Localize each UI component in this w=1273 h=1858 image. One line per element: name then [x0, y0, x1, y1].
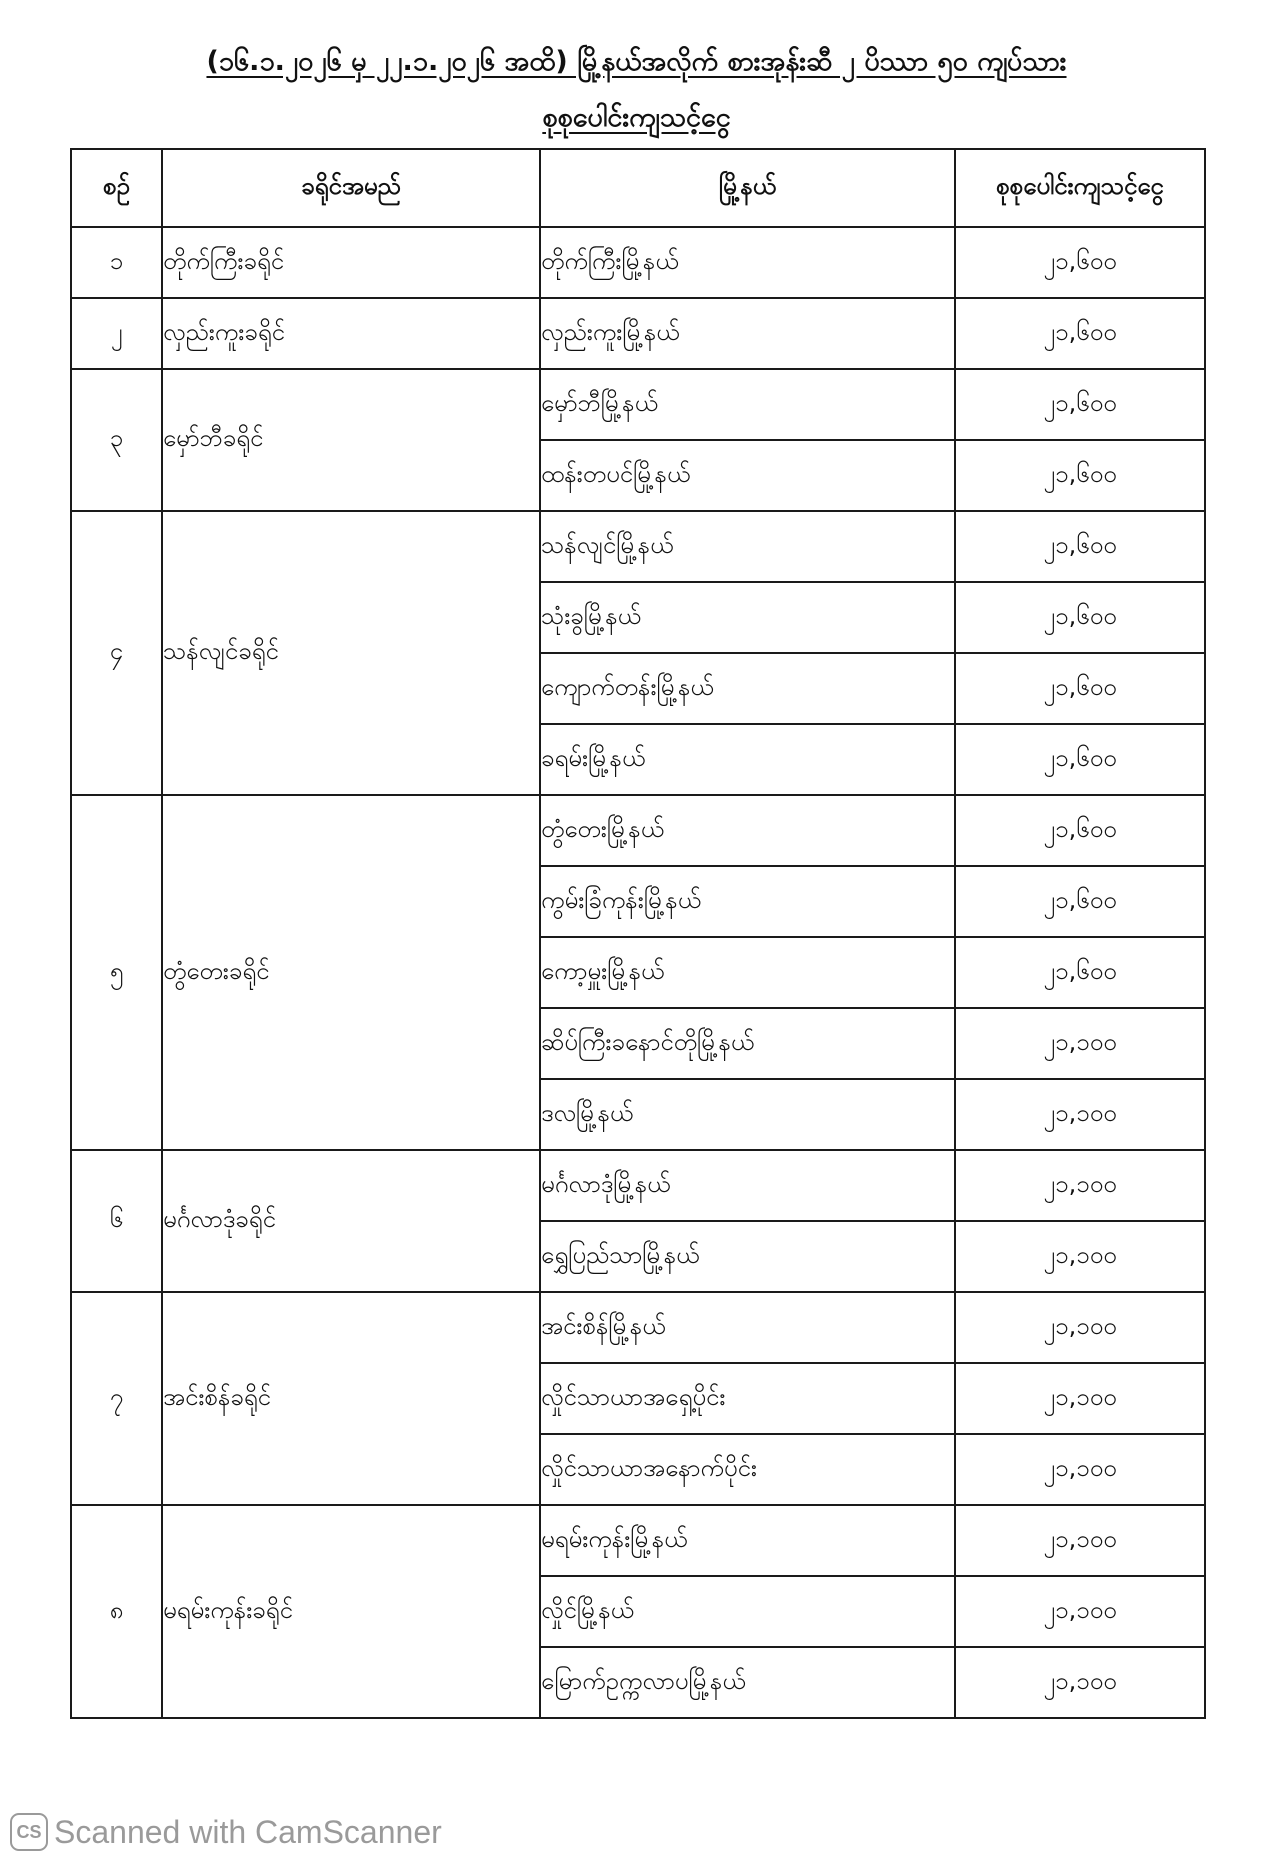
- price-value: ၂၁,၆၀၀: [955, 795, 1205, 866]
- price-value: ၂၁,၆၀၀: [955, 582, 1205, 653]
- camscanner-logo-icon: CS: [10, 1813, 48, 1851]
- table-row: [71, 1292, 1205, 1363]
- district-name: မှော်ဘီခရိုင်: [162, 369, 540, 511]
- district-name: မရမ်းကုန်းခရိုင်: [162, 1505, 540, 1718]
- header-district: ခရိုင်အမည်: [162, 149, 540, 227]
- price-value: ၂၁,၆၀၀: [955, 227, 1205, 298]
- row-number: ၅: [71, 795, 162, 1150]
- price-value: ၂၁,၆၀၀: [955, 866, 1205, 937]
- township-name: လှိုင်သာယာအရှေ့ပိုင်း: [540, 1363, 955, 1434]
- price-value: ၂၁,၆၀၀: [955, 724, 1205, 795]
- price-value: ၂၁,၁၀၀: [955, 1150, 1205, 1221]
- table-row: [71, 369, 1205, 440]
- table-body: [71, 227, 1205, 1718]
- price-value: ၂၁,၆၀၀: [955, 511, 1205, 582]
- price-value: ၂၁,၁၀၀: [955, 1647, 1205, 1718]
- district-name: သန်လျင်ခရိုင်: [162, 511, 540, 795]
- township-name: လှိုင်သာယာအနောက်ပိုင်း: [540, 1434, 955, 1505]
- price-value: ၂၁,၁၀၀: [955, 1008, 1205, 1079]
- price-value: ၂၁,၆၀၀: [955, 298, 1205, 369]
- township-name: ဒလမြို့နယ်: [540, 1079, 955, 1150]
- district-name: လှည်းကူးခရိုင်: [162, 298, 540, 369]
- township-name: ကော့မှူးမြို့နယ်: [540, 937, 955, 1008]
- price-value: ၂၁,၁၀၀: [955, 1221, 1205, 1292]
- price-value: ၂၁,၁၀၀: [955, 1079, 1205, 1150]
- header-township: မြို့နယ်: [540, 149, 955, 227]
- price-value: ၂၁,၁၀၀: [955, 1292, 1205, 1363]
- township-name: တိုက်ကြီးမြို့နယ်: [540, 227, 955, 298]
- township-name: မင်္ဂလာဒုံမြို့နယ်: [540, 1150, 955, 1221]
- row-number: ၆: [71, 1150, 162, 1292]
- price-value: ၂၁,၁၀၀: [955, 1434, 1205, 1505]
- township-name: မှော်ဘီမြို့နယ်: [540, 369, 955, 440]
- document-subtitle: စုစုပေါင်းကျသင့်ငွေ: [542, 102, 731, 133]
- table-row: [71, 795, 1205, 866]
- price-value: ၂၁,၆၀၀: [955, 653, 1205, 724]
- township-name: မရမ်းကုန်းမြို့နယ်: [540, 1505, 955, 1576]
- township-name: လှိုင်မြို့နယ်: [540, 1576, 955, 1647]
- table-header: [71, 149, 1205, 227]
- township-name: တွံတေးမြို့နယ်: [540, 795, 955, 866]
- row-number: ၃: [71, 369, 162, 511]
- district-name: တွံတေးခရိုင်: [162, 795, 540, 1150]
- header-price: စုစုပေါင်းကျသင့်ငွေ: [955, 149, 1205, 227]
- township-name: ခရမ်းမြို့နယ်: [540, 724, 955, 795]
- district-name: မင်္ဂလာဒုံခရိုင်: [162, 1150, 540, 1292]
- township-name: ကွမ်းခြံကုန်းမြို့နယ်: [540, 866, 955, 937]
- row-number: ၇: [71, 1292, 162, 1505]
- table-row: [71, 1505, 1205, 1576]
- row-number: ၁: [71, 227, 162, 298]
- district-name: အင်းစိန်ခရိုင်: [162, 1292, 540, 1505]
- header-row: [71, 149, 1205, 227]
- price-value: ၂၁,၆၀၀: [955, 937, 1205, 1008]
- township-name: မြောက်ဥက္ကလာပမြို့နယ်: [540, 1647, 955, 1718]
- township-name: သုံးခွမြို့နယ်: [540, 582, 955, 653]
- township-name: ရွှေပြည်သာမြို့နယ်: [540, 1221, 955, 1292]
- township-name: ထန်းတပင်မြို့နယ်: [540, 440, 955, 511]
- township-name: ဆိပ်ကြီးခနောင်တိုမြို့နယ်: [540, 1008, 955, 1079]
- table-row: [71, 1150, 1205, 1221]
- district-name: တိုက်ကြီးခရိုင်: [162, 227, 540, 298]
- camscanner-text: Scanned with CamScanner: [54, 1813, 442, 1850]
- township-name: ကျောက်တန်းမြို့နယ်: [540, 653, 955, 724]
- table-row: [71, 227, 1205, 298]
- price-value: ၂၁,၆၀၀: [955, 440, 1205, 511]
- document-title: (၁၆.၁.၂၀၂၆ မှ ၂၂.၁.၂၀၂၆ အထိ) မြို့နယ်အလိုက် စားအုန်းဆီ ၂ ပိဿာ ၅၀ ကျပ်သား: [206, 46, 1067, 77]
- price-value: ၂၁,၆၀၀: [955, 369, 1205, 440]
- table-row: [71, 511, 1205, 582]
- camscanner-watermark: [10, 1812, 442, 1852]
- price-value: ၂၁,၁၀၀: [955, 1576, 1205, 1647]
- price-table: [70, 148, 1206, 1719]
- township-name: သန်လျင်မြို့နယ်: [540, 511, 955, 582]
- price-value: ၂၁,၁၀၀: [955, 1505, 1205, 1576]
- township-name: လှည်းကူးမြို့နယ်: [540, 298, 955, 369]
- row-number: ၈: [71, 1505, 162, 1718]
- price-value: ၂၁,၁၀၀: [955, 1363, 1205, 1434]
- row-number: ၂: [71, 298, 162, 369]
- header-no: စဉ်: [71, 149, 162, 227]
- township-name: အင်းစိန်မြို့နယ်: [540, 1292, 955, 1363]
- table-row: [71, 298, 1205, 369]
- row-number: ၄: [71, 511, 162, 795]
